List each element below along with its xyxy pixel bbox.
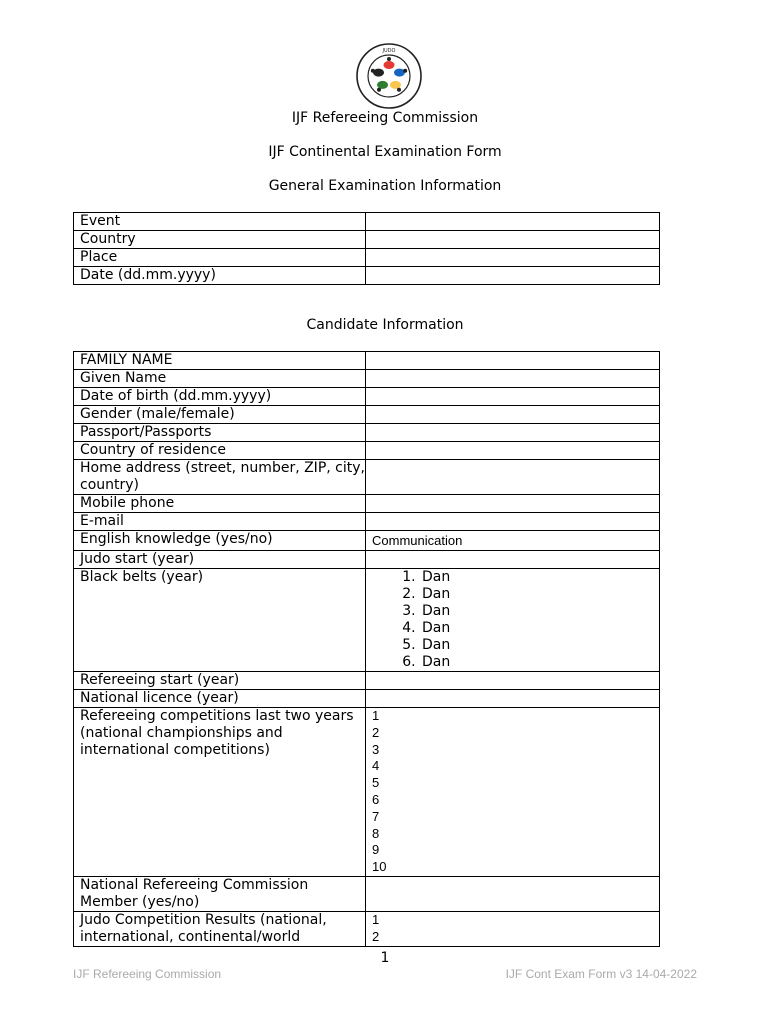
passport-label: Passport/Passports <box>74 424 366 442</box>
gender-label: Gender (male/female) <box>74 406 366 424</box>
place-field[interactable] <box>366 249 660 267</box>
place-label: Place <box>74 249 366 267</box>
ref-comps-list <box>372 708 659 876</box>
dan-list <box>372 569 659 671</box>
english-value: Communication <box>372 533 463 548</box>
date-field[interactable] <box>366 267 660 285</box>
table-row <box>74 231 660 249</box>
ijf-logo <box>355 42 423 110</box>
results-list <box>372 912 659 946</box>
date-label: Date (dd.mm.yyyy) <box>74 267 366 285</box>
table-row <box>74 911 660 946</box>
page-number: 1 <box>380 950 390 966</box>
address-label: Home address (street, number, ZIP, city, country) <box>74 460 366 495</box>
table-row <box>74 213 660 231</box>
mobile-field[interactable] <box>366 495 660 513</box>
list-item: 1 <box>372 708 380 723</box>
ref-start-field[interactable] <box>366 672 660 690</box>
commission-title: IJF Refereeing Commission <box>291 110 479 126</box>
residence-label: Country of residence <box>74 442 366 460</box>
candidate-info-table <box>73 351 660 947</box>
english-field[interactable] <box>366 531 660 551</box>
table-row <box>74 531 660 551</box>
event-field[interactable] <box>366 213 660 231</box>
general-info-table <box>73 212 660 285</box>
judo-start-label: Judo start (year) <box>74 551 366 569</box>
table-row <box>74 424 660 442</box>
svg-text:JUDO: JUDO <box>382 48 396 54</box>
commission-member-label: National Refereeing Commission Member (yes/no) <box>74 876 366 911</box>
table-row <box>74 551 660 569</box>
table-row <box>74 460 660 495</box>
judoka-figure <box>373 69 384 77</box>
table-row <box>74 876 660 911</box>
judoka-head <box>403 69 407 73</box>
event-label: Event <box>74 213 366 231</box>
list-item: 2 <box>372 724 380 740</box>
table-row <box>74 569 660 672</box>
list-item: 6 <box>372 791 380 807</box>
address-field[interactable] <box>366 460 660 495</box>
list-item: 8 <box>372 825 380 841</box>
dan-item: 3. Dan <box>420 603 659 620</box>
ref-comps-field[interactable] <box>366 708 660 877</box>
list-item: 7 <box>372 808 380 824</box>
table-row <box>74 406 660 424</box>
list-item: 5 <box>372 775 380 791</box>
judoka-figure <box>394 69 405 77</box>
table-row <box>74 708 660 877</box>
family-name-field[interactable] <box>366 352 660 370</box>
judo-start-field[interactable] <box>366 551 660 569</box>
list-item: 10 <box>372 859 387 875</box>
list-item: 4 <box>372 758 380 774</box>
list-item: 1 <box>372 911 380 927</box>
general-section-title: General Examination Information <box>268 178 502 194</box>
email-label: E-mail <box>74 513 366 531</box>
licence-label: National licence (year) <box>74 690 366 708</box>
footer-right: IJF Cont Exam Form v3 14-04-2022 <box>505 967 697 981</box>
ref-start-label: Refereeing start (year) <box>74 672 366 690</box>
table-row <box>74 267 660 285</box>
english-label: English knowledge (yes/no) <box>74 531 366 551</box>
email-field[interactable] <box>366 513 660 531</box>
judoka-figure <box>390 81 401 89</box>
table-row <box>74 442 660 460</box>
results-field[interactable] <box>366 911 660 946</box>
judoka-head <box>371 69 375 73</box>
judoka-figure <box>384 61 395 69</box>
passport-field[interactable] <box>366 424 660 442</box>
list-item: 3 <box>372 741 380 757</box>
form-title: IJF Continental Examination Form <box>268 144 502 160</box>
country-field[interactable] <box>366 231 660 249</box>
table-row <box>74 513 660 531</box>
mobile-label: Mobile phone <box>74 495 366 513</box>
commission-member-field[interactable] <box>366 876 660 911</box>
table-row <box>74 352 660 370</box>
table-row <box>74 249 660 267</box>
table-row <box>74 370 660 388</box>
judoka-head <box>377 88 381 92</box>
licence-field[interactable] <box>366 690 660 708</box>
ref-comps-label: Refereeing competitions last two years (national championships and international competitions) <box>74 708 366 877</box>
table-row <box>74 495 660 513</box>
dan-item: 5. Dan <box>420 637 659 654</box>
candidate-section-title: Candidate Information <box>306 317 464 333</box>
family-name-label: FAMILY NAME <box>74 352 366 370</box>
list-item: 2 <box>372 928 380 944</box>
dan-item: 6. Dan <box>420 654 659 671</box>
dan-item: 1. Dan <box>420 569 659 586</box>
black-belts-label: Black belts (year) <box>74 569 366 672</box>
residence-field[interactable] <box>366 442 660 460</box>
results-label: Judo Competition Results (national, international, continental/world <box>74 911 366 946</box>
given-name-label: Given Name <box>74 370 366 388</box>
given-name-field[interactable] <box>366 370 660 388</box>
list-item: 9 <box>372 842 380 858</box>
gender-field[interactable] <box>366 406 660 424</box>
dan-item: 4. Dan <box>420 620 659 637</box>
judoka-head <box>397 88 401 92</box>
black-belts-field[interactable] <box>366 569 660 672</box>
dan-item: 2. Dan <box>420 586 659 603</box>
table-row <box>74 690 660 708</box>
table-row <box>74 388 660 406</box>
dob-label: Date of birth (dd.mm.yyyy) <box>74 388 366 406</box>
judoka-figure <box>377 81 388 89</box>
judoka-head <box>387 57 391 61</box>
footer-left: IJF Refereeing Commission <box>73 967 222 981</box>
country-label: Country <box>74 231 366 249</box>
table-row <box>74 672 660 690</box>
dob-field[interactable] <box>366 388 660 406</box>
